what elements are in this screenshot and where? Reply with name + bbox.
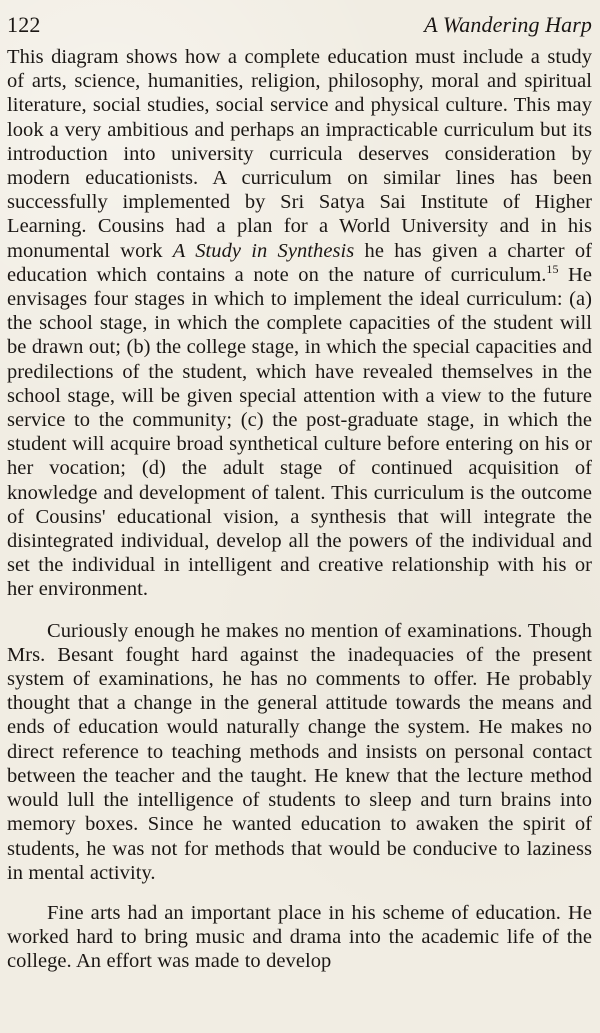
paragraph-text: he has given a charter of education which contains a note on the nature of curriculum. xyxy=(7,239,593,286)
page-body xyxy=(7,45,592,974)
paragraph-examinations xyxy=(7,619,592,885)
paragraph-text: This diagram shows how a complete education must include a study of arts, science, humanities, religion, philosophy, moral and spiritual literature, social studies, social service and physical culture. This may look a very ambitious and perhaps an impracticable curriculum but its introduction into university curricula deserves consideration by modern educationists. A curriculum on similar lines has been successfully implemented by Sri Satya Sai Institute of Higher Learning. Cousins had a plan for a World University and in his monumental work xyxy=(7,46,592,262)
paragraph-text: He envisages four stages in which to implement the ideal curriculum: (a) the school stage, in which the complete capacities of the student will be drawn out; (b) the college stage, in which the special capacities and predilections of the student, which have revealed themselves in the school stage, will be given special attention with a view to the future service to the community; (c) the post-graduate stage, in which the student will acquire broad synthetical culture before entering on his or her vocation; (d) the adult stage of continued acquisition of knowledge and development of talent. This curriculum is the outcome of Cousins' educational vision, a synthesis that will integrate the disintegrated individual, develop all the powers of the individual and set the individual in intelligent and creative relationship with his or her environment. xyxy=(7,263,592,601)
paragraph-fine-arts xyxy=(7,901,592,974)
page-number: 122 xyxy=(7,12,41,37)
page-header xyxy=(7,14,592,45)
paragraph-curriculum xyxy=(7,45,592,602)
paragraph-text: Fine arts had an important place in his scheme of education. He worked hard to bring music and drama into the academic life of the college. An effort was made to develop xyxy=(7,901,592,973)
footnote-marker: 15 xyxy=(546,262,559,276)
book-title: A Study in Synthesis xyxy=(172,239,355,262)
running-title: A Wandering Harp xyxy=(424,12,592,37)
paragraph-text: Curiously enough he makes no mention of examinations. Though Mrs. Besant fought hard against the inadequacies of the present system of examinations, he has no comments to offer. He probably thought that a change in the general attitude towards the means and ends of education would naturally change the system. He makes no direct reference to teaching methods and insists on personal contact between the teacher and the taught. He knew that the lecture method would lull the intelligence of students to sleep and turn brains into memory boxes. Since he wanted education to awaken the spirit of students, he was not for methods that would be conducive to laziness in mental activity. xyxy=(7,619,592,884)
